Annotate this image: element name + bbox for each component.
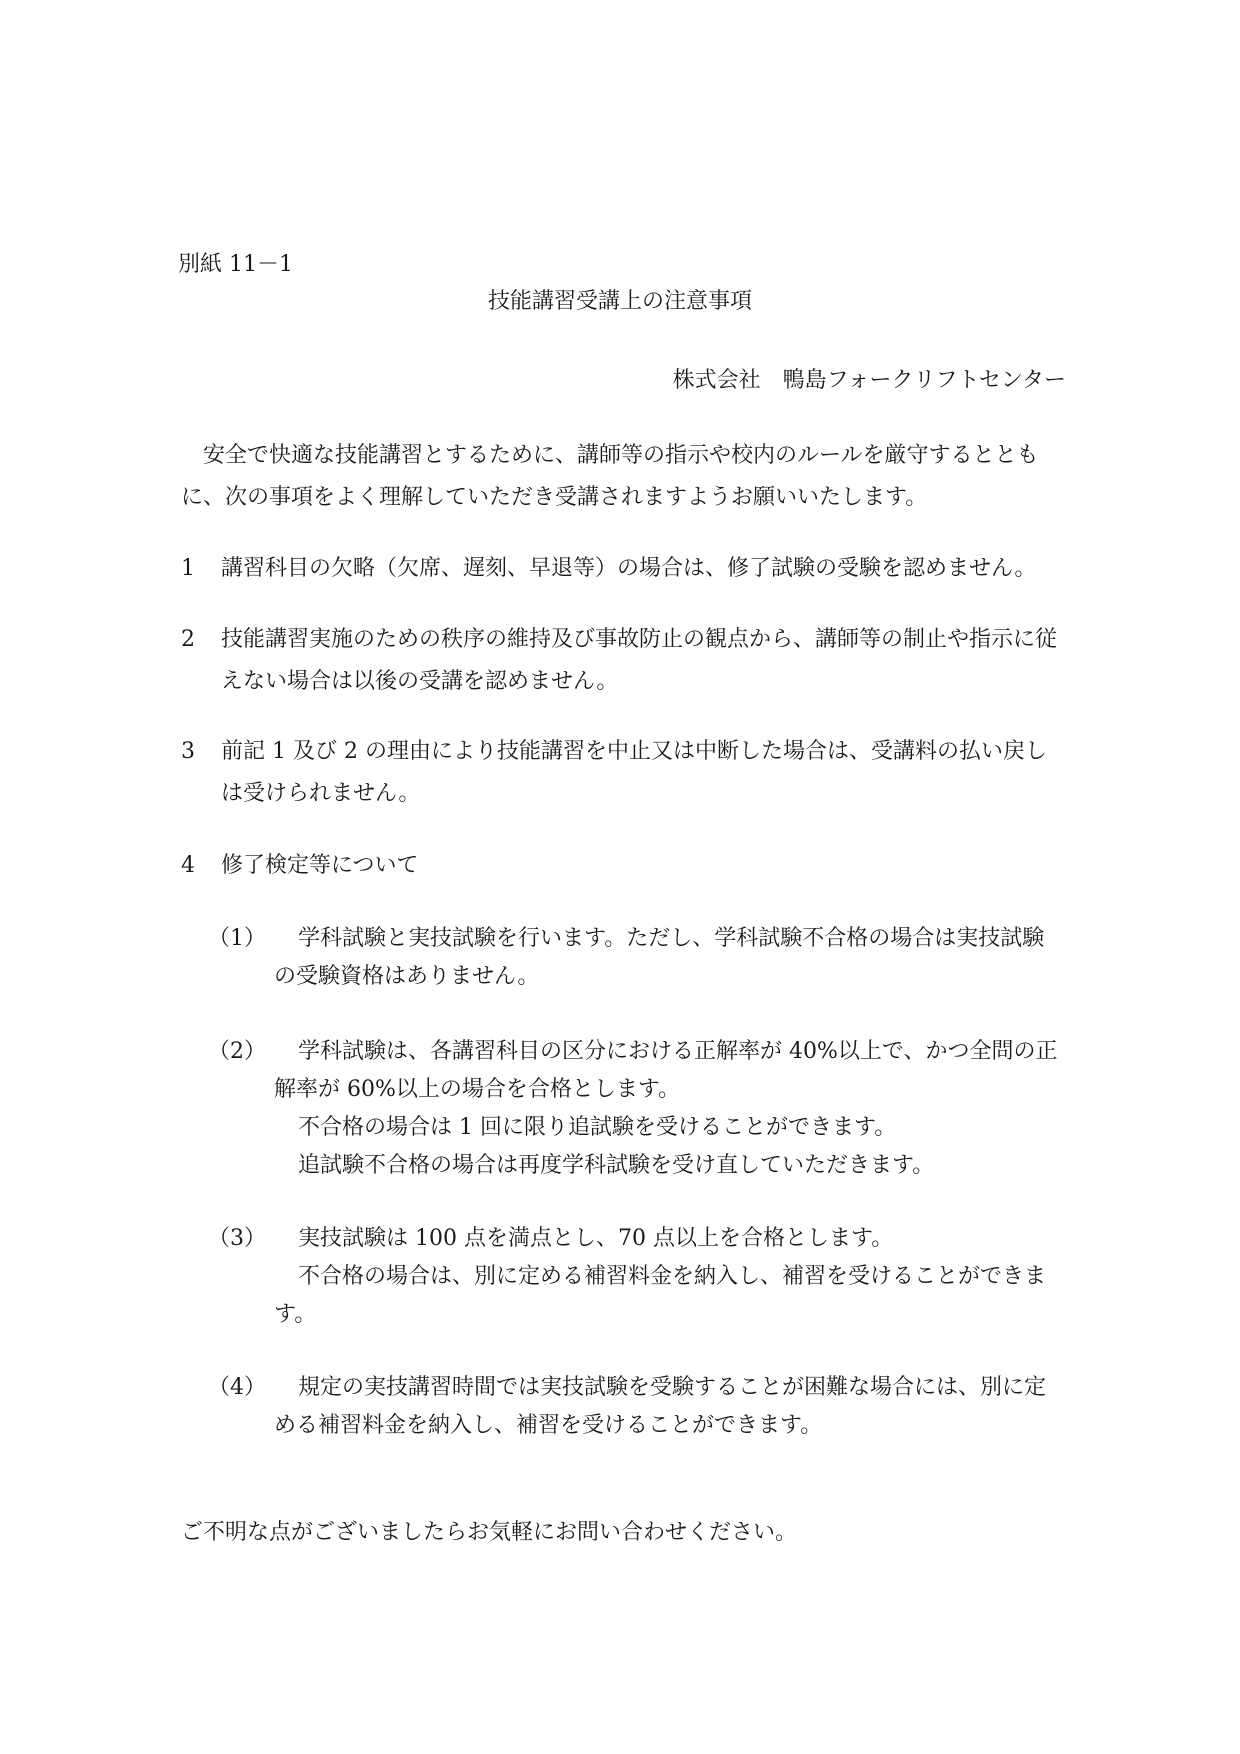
item-number: 3 xyxy=(181,739,195,764)
item-number: 4 xyxy=(181,853,195,878)
subitem-number: （1） xyxy=(208,926,266,951)
subitem-text: 不合格の場合は 1 回に限り追試験を受けることができます。 xyxy=(298,1115,897,1140)
subitem-1 xyxy=(208,920,1064,996)
subitem-4 xyxy=(208,1369,1064,1445)
intro-paragraph: 安全で快適な技能講習とするために、講師等の指示や校内のルールを厳守するとともに、次の事項をよく理解していただき受講されますようお願いいたします。 xyxy=(181,443,1039,510)
subitem-3 xyxy=(208,1220,1064,1334)
subitem-2 xyxy=(208,1033,1064,1185)
item-text: 修了検定等について xyxy=(221,853,419,878)
subitem-text: 学科試験と実技試験を行います。ただし、学科試験不合格の場合は実技試験の受験資格はありません。 xyxy=(274,926,1045,989)
notice-item-1 xyxy=(181,548,1063,590)
item-number: 2 xyxy=(181,627,195,652)
notice-item-2 xyxy=(181,619,1063,703)
subitem-text: 追試験不合格の場合は再度学科試験を受け直していただきます。 xyxy=(298,1153,935,1178)
notice-item-4 xyxy=(181,845,1063,887)
subitem-number: （2） xyxy=(208,1039,266,1064)
notice-item-3 xyxy=(181,731,1063,815)
subitem-text: 規定の実技講習時間では実技試験を受験することが困難な場合には、別に定める補習料金を納入し、補習を受けることができます。 xyxy=(274,1375,1047,1438)
subitem-text: 不合格の場合は、別に定める補習料金を納入し、補習を受けることができます。 xyxy=(274,1264,1047,1327)
subitem-text: 学科試験は、各講習科目の区分における正解率が 40%以上で、かつ全問の正解率が 60%以上の場合を合格とします。 xyxy=(274,1039,1058,1102)
document-id: 別紙 11－1 xyxy=(178,252,293,277)
subitem-text: 実技試験は 100 点を満点とし、70 点以上を合格とします。 xyxy=(298,1226,894,1251)
closing-line: ご不明な点がございましたらお気軽にお問い合わせください。 xyxy=(181,1520,798,1545)
page-title: 技能講習受講上の注意事項 xyxy=(487,289,752,314)
item-text: 前記 1 及び 2 の理由により技能講習を中止又は中断した場合は、受講料の払い戻しは受けられません。 xyxy=(221,739,1047,806)
organization-name: 株式会社 鴨島フォークリフトセンター xyxy=(672,368,1066,393)
subitem-number: （3） xyxy=(208,1226,266,1251)
item-text: 技能講習実施のための秩序の維持及び事故防止の観点から、講師等の制止や指示に従えない場合は以後の受講を認めません。 xyxy=(221,627,1058,694)
subitem-number: （4） xyxy=(208,1375,266,1400)
item-number: 1 xyxy=(181,556,195,581)
item-text: 講習科目の欠略（欠席、遅刻、早退等）の場合は、修了試験の受験を認めません。 xyxy=(221,556,1037,581)
